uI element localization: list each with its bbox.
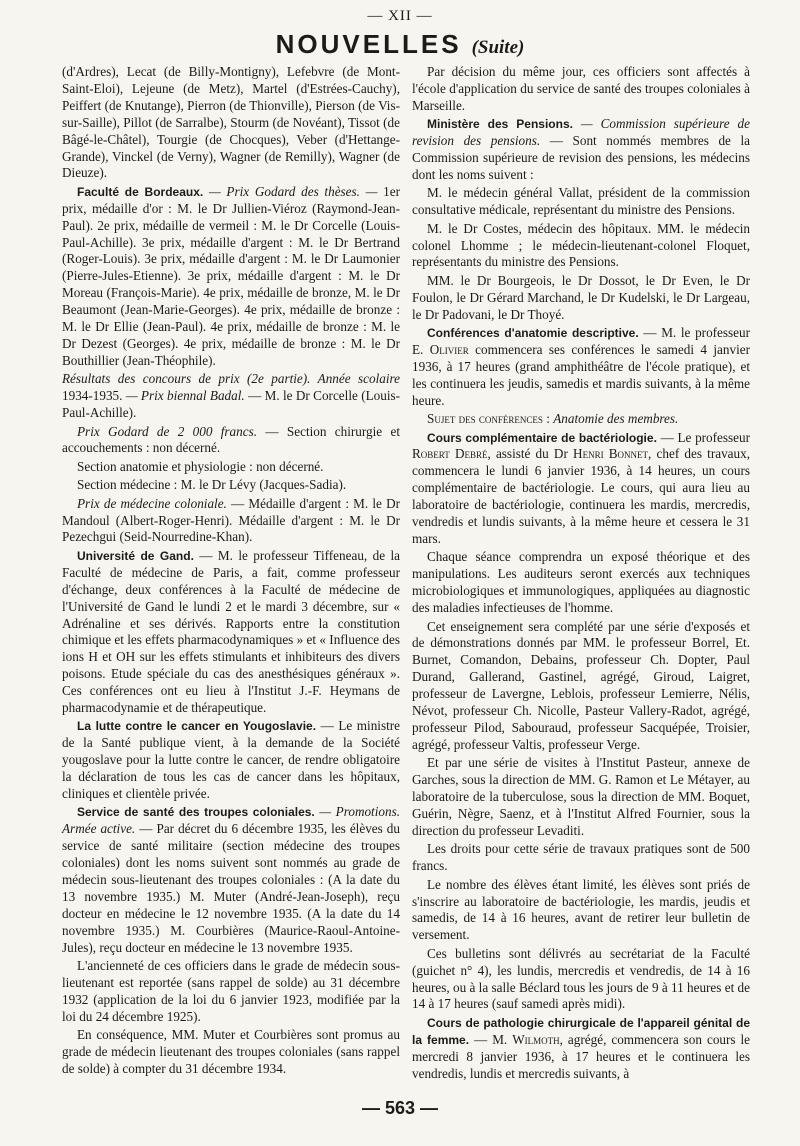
anatomie-text-a: — M. le professeur [643,325,751,341]
vallat-paragraph: M. le médecin général Vallat, président de la commission consultative médicale, représentant du ministre des Pensions. [412,185,750,218]
bacterio-name-debre: Robert Debré [412,446,488,462]
bulletins-paragraph: Ces bulletins sont délivrés au secrétariat de la Faculté (guichet n° 4), les lundis, mercredis et vendredis, de 14 à 16 heures, ou à la salle Béclard tous les jours de 9 à 11 heures et de 14 à 17 heures (sauf samedi après midi). [412,945,750,1012]
page-number-top: — XII — [367,8,433,24]
pensions-subheading: — Commission supérieure de revision des pensions. [412,116,751,149]
bacterio-text-a: — Le professeur [660,429,750,445]
godard-section [62,424,400,458]
yougoslavie-heading: La lutte contre le cancer en Yougoslavie. [77,719,317,734]
page-title: NOUVELLES [275,29,462,59]
anatomie-text-b: commencera ses conférences le samedi 4 janvier 1936, à 17 heures (grand amphithéâtre de l'école pratique), et les continuera les jeudis, samedis et mardis suivants, à la même heure. [412,342,750,408]
paragraph-names-list: (d'Ardres), Lecat (de Billy-Montigny), Lefebvre (de Mont-Saint-Eloi), Lejeune (de Metz), Martel (d'Estrées-Cauchy), Peiffert (de Knutange), Pierron (de Thionville), Pierson (de Vis-sur-Saille), Pillot (de Sarralbe), Stourm (de Novéant), Tissot (de Bâgé-le-Châtel), Tourgie (de Chocques), Veber (d'Hettange-Grande), Vinckel (de Verny), Wagner (de Remilly), Wagner (de Dieuze). [62,64,400,181]
coloniale-text: — Médaille d'argent : M. le Dr Mandoul (Albert-Roger-Henri). Médaille d'argent : M. le Dr Pezechgui (Seid-Nourredine-Khan). [62,495,401,545]
anciennete-paragraph: L'ancienneté de ces officiers dans le grade de médecin sous-lieutenant est reportée (sans rappel de solde) au 31 décembre 1932 (application de la loi du 6 janvier 1923, modifiée par la loi du 24 décembre 1925). [62,958,400,1024]
page-number-bottom: — 563 — [361,1098,439,1118]
visites-paragraph: Et par une série de visites à l'Institut Pasteur, annexe de Garches, sous la direction de MM. G. Ramon et Le Métayer, au laboratoire de la tuberculose, sous la direction de MM. Boquet, Guérin, Nègre, Saenz, et à l'Institut Alfred Fournier, sous la direction du professeur Levaditi. [412,755,750,838]
section-anatomie: Section anatomie et physiologie : non décerné. [77,458,324,474]
bacterio-text-b: , assisté du Dr [487,446,568,462]
bordeaux-subheading: — Prix Godard des thèses. — [208,183,378,199]
bourgeois-paragraph: MM. le Dr Bourgeois, le Dr Dossot, le Dr Even, le Dr Foulon, le Dr Gérard Marchand, le Dr Kudelski, le Dr Largeau, le Dr Padovani, le Dr Thoyé. [412,272,750,322]
concours-title: Résultats des concours de prix (2e partie). Année scolaire [62,371,400,387]
pensions-heading: Ministère des Pensions. [427,117,573,132]
sujet-line [412,411,750,428]
gand-section [62,548,400,717]
pensions-section [412,116,750,184]
pathologie-heading: Cours de pathologie chirurgicale de l'appareil génital de la femme. [412,1015,750,1047]
concours-badal: — Prix biennal Badal. [125,388,245,404]
troupes-subheading: — Promotions. Armée active. [62,804,401,837]
gand-text: — M. le professeur Tiffeneau, de la Faculté de médecine de Paris, a fait, comme professeur d'échange, deux conférences à la Faculté de médecine de l'Université de Gand le lundi 2 et le mardi 3 décembre, sur « Adrénaline et ses dérivés. Rapports entre la constitution chimique et les effets pharmacodynamiques » et « Influence des ions H et OH sur les effets stimulants et inhibiteurs des divers poisons. Etude spéciale du cas des anesthésiques généraux ». Ces conférences ont eu lieu à l'Institut J.-F. Heymans de pharmacodynamie et de thérapeutique. [62,547,400,716]
bacterio-text-c: , chef des travaux, commencera le lundi 6 janvier 1936, à 14 heures, un cours complémentaire de bactériologie. Le cours, qui aura lieu au laboratoire de bactériologie, continuera les mardis, mercredis, vendredis et lundis suivants, à la même heure et cessera le 31 mars. [412,446,751,546]
coloniale-title: Prix de médecine coloniale. [77,495,227,511]
gand-heading: Université de Gand. [77,548,194,563]
bordeaux-section [62,184,400,370]
coloniale-section [62,496,400,547]
troupes-section [62,804,400,956]
left-column [62,64,400,1079]
pathologie-section [412,1015,750,1083]
bacterio-heading: Cours complémentaire de bactériologie. [427,430,657,445]
bordeaux-heading: Faculté de Bordeaux. [77,184,204,199]
enseignement-paragraph: Cet enseignement sera complété par une série d'exposés et de démonstrations donnés par MM. le professeur Borrel, Et. Burnet, Comandon, Debains, professeur Ch. Dopter, Paul Durand, Gallerand, Gastinel, agrégé, Giroud, Laigret, professeur de Lavergne, Leblois, professeur Lemierre, Nélis, Névot, professeur Ch. Nicolle, Pasteur Vallery-Radot, agrégé, professeur Pilod, Sabouraud, professeur Sacquépée, Troisier, agrégé, professeur Valtis, professeur Verge. [412,618,750,752]
pensions-text: — Sont nommés membres de la Commission supérieure de revision des pensions, les médecins dont les noms suivent : [412,133,751,182]
bacterio-section [412,430,750,548]
concours-section [62,371,400,422]
yougoslavie-section [62,718,400,803]
sujet-value: Anatomie des membres. [553,411,679,427]
consequence-paragraph: En conséquence, MM. Muter et Courbières sont promus au grade de médecin lieutenant des troupes coloniales (sans rappel de solde) à compter du 31 décembre 1934. [62,1027,400,1077]
droits-paragraph: Les droits pour cette série de travaux pratiques sont de 500 francs. [412,841,750,874]
godard-title: Prix Godard de 2 000 francs. [77,423,258,439]
pathologie-text-b: , agrégé, commencera son cours le mercredi 8 janvier 1936, à 17 heures et le continuera les vendredis, lundis et mercredis suivants, à [412,1031,751,1081]
sujet-label: Sujet des conférences : [427,411,550,427]
affectation-paragraph: Par décision du même jour, ces officiers sont affectés à l'école d'application du service de santé des troupes coloniales à Marseille. [412,64,750,113]
godard-text: — Section chirurgie et accouchements : non décerné. [62,423,401,456]
pathologie-text-a: — M. [474,1031,508,1047]
anatomie-professor-name: E. Olivier [412,342,469,357]
troupes-text: — Par décret du 6 décembre 1935, les élèves du service de santé militaire (section médecine des troupes coloniales) dont les noms suivent sont nommés au grade de médecin sous-lieutenant des troupes coloniales : (A la date du 13 novembre 1935.) M. Muter (André-Jean-Joseph), reçu docteur en médecine le 12 novembre 1935. (A la date du 14 novembre 1935.) M. Courbières (Maurice-Raoul-Antoine-Jules), reçu docteur en médecine le 13 novembre 1935. [62,821,400,955]
concours-year: 1934-1935. [62,388,123,404]
yougoslavie-text: — Le ministre de la Santé publique vient, à la demande de la Société yougoslave pour la lutte contre le cancer, de rendre obligatoire la déclaration de tous les cas de cancer dans les hôpitaux, cliniques et clientèle privée. [62,718,400,802]
bordeaux-text: 1er prix, médaille d'or : M. le Dr Jullien-Viéroz (Raymond-Jean-Paul). 2e prix, médaille de vermeil : M. le Dr Corcelle (Louis-Paul-Achille). 3e prix, médaille d'argent : M. le Dr Bertrand (Roger-Louis). 3e prix, médaille d'argent : M. le Dr Laumonier (Pierre-Jules-Etienne). 3e prix, médaille d'argent : M. le Dr Moreau (François-Marie). 4e prix, médaille de bronze, M. le Dr Beaumont (Jean-Marie-Georges). 4e prix, médaille de bronze : M. le Dr Ellie (Jean-Paul). 4e prix, médaille de bronze : M. le Dr Dezest (Georges). 4e prix, médaille de bronze : M. le Dr Bouthillier (Jean-Théophile). [62,183,400,368]
page-header [0,28,800,65]
right-column [412,64,750,1084]
nombre-paragraph: Le nombre des élèves étant limité, les élèves sont priés de s'inscrire au laboratoire de bactériologie, les mardis, jeudis et samedis, de 14 à 16 heures, avant de retirer leur bulletin de versement. [412,876,750,943]
anatomie-section [412,325,750,410]
anatomie-heading: Conférences d'anatomie descriptive. [427,326,639,341]
troupes-heading: Service de santé des troupes coloniales. [77,805,315,820]
concours-badal-text: — M. le Dr Corcelle (Louis-Paul-Achille). [62,388,401,421]
section-medecine: Section médecine : M. le Dr Lévy (Jacques-Sadia). [77,477,347,493]
costes-paragraph: M. le Dr Costes, médecin des hôpitaux. MM. le médecin colonel Lhomme ; le médecin-lieutenant-colonel Floquet, représentants du ministre des Pensions. [412,220,750,270]
bacterio-name-bonnet: Henri Bonnet [573,446,649,462]
page-subtitle: (Suite) [471,37,525,58]
seance-paragraph: Chaque séance comprendra un exposé théorique et des manipulations. Les auditeurs seront exercés aux techniques microbiologiques et immunologiques, appliquées au diagnostic des maladies infectieuses de l'homme. [412,549,750,616]
pathologie-name: Wilmoth [512,1031,560,1047]
